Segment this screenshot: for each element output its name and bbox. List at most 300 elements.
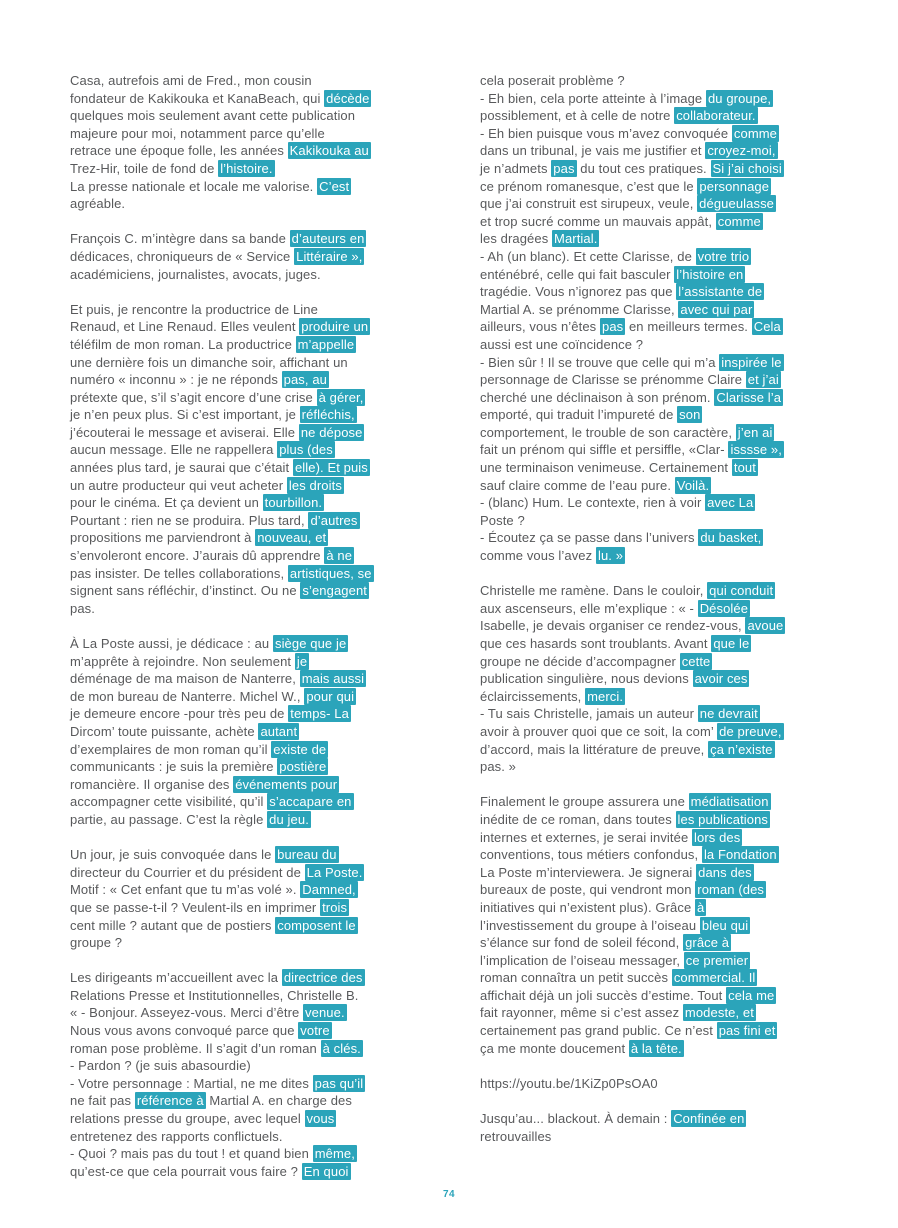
text-segment: les dragées <box>480 231 553 247</box>
highlighted-text: roman (des <box>697 882 765 898</box>
highlighted-text: j’en ai <box>737 424 773 440</box>
paragraph <box>480 72 832 565</box>
highlighted-text: même, <box>314 1146 355 1162</box>
text-line <box>70 899 412 917</box>
highlighted-text: cette <box>681 653 711 669</box>
text-segment: une dernière fois un dimanche soir, affichant un <box>70 354 348 370</box>
text-line <box>480 864 832 882</box>
text-line <box>480 758 832 776</box>
text-line <box>70 881 412 899</box>
text-line <box>70 776 412 794</box>
paragraph <box>70 635 412 829</box>
text-segment: - Pardon ? (je suis abasourdie) <box>70 1058 251 1074</box>
text-segment: l’investissement du groupe à l’oiseau <box>480 917 700 933</box>
highlighted-text: lors des <box>694 829 741 845</box>
highlighted-text: avec qui par <box>680 301 753 317</box>
highlighted-text: la Fondation <box>703 847 777 863</box>
highlighted-text: elle). Et puis <box>294 460 368 476</box>
highlighted-text: pas, au <box>283 372 327 388</box>
text-segment: Nous vous avons convoqué parce que <box>70 1023 299 1039</box>
text-line <box>70 142 412 160</box>
text-segment: retrace une époque folle, les années <box>70 143 288 159</box>
highlighted-text: inspirée le <box>721 354 782 370</box>
highlighted-text: du groupe, <box>707 90 772 106</box>
text-line <box>70 1040 412 1058</box>
text-segment: l’implication de l’oiseau messager, <box>480 952 684 968</box>
paragraph <box>480 582 832 776</box>
text-segment: - Votre personnage : Martial, ne me dites <box>70 1075 313 1091</box>
highlighted-text: mais aussi <box>301 671 365 687</box>
text-line <box>70 195 412 213</box>
text-line <box>70 670 412 688</box>
text-segment: que j’ai construit est sirupeux, veule, <box>480 196 698 212</box>
paragraph <box>70 846 412 952</box>
text-segment: romancière. Il organise des <box>70 776 234 792</box>
highlighted-text: Kakikouka au <box>289 143 369 159</box>
text-line <box>70 90 412 108</box>
text-line <box>480 142 832 160</box>
text-segment: Jusqu’au... blackout. À demain : <box>480 1111 672 1127</box>
text-segment: ne fait pas <box>70 1093 135 1109</box>
text-line <box>70 248 412 266</box>
text-segment: Relations Presse et Institutionnelles, Christelle B. <box>70 987 359 1003</box>
column-right <box>480 72 832 1180</box>
text-line <box>70 688 412 706</box>
text-segment: académiciens, journalistes, avocats, juges. <box>70 266 321 282</box>
highlighted-text: avoue <box>747 618 784 634</box>
text-line <box>70 318 412 336</box>
text-line <box>480 670 832 688</box>
highlighted-text: En quoi <box>303 1163 349 1179</box>
text-segment: La presse nationale et locale me valorise. <box>70 178 318 194</box>
highlighted-text: décède <box>326 90 370 106</box>
text-line <box>480 829 832 847</box>
text-segment: d’accord, mais la littérature de preuve, <box>480 741 709 757</box>
text-line <box>70 565 412 583</box>
text-line <box>480 178 832 196</box>
text-line <box>480 600 832 618</box>
text-segment: cherché une déclinaison à son prénom. <box>480 389 715 405</box>
highlighted-text: C’est <box>319 178 350 194</box>
text-segment: d’exemplaires de mon roman qu’il <box>70 741 272 757</box>
text-line <box>480 459 832 477</box>
text-segment: roman connaîtra un petit succès <box>480 970 672 986</box>
text-segment: Christelle me ramène. Dans le couloir, <box>480 583 708 599</box>
text-segment: déménage de ma maison de Nanterre, <box>70 671 300 687</box>
highlighted-text: à gérer, <box>318 389 364 405</box>
text-line <box>70 741 412 759</box>
text-segment: À La Poste aussi, je dédicace : au <box>70 636 273 651</box>
highlighted-text: artistiques, se <box>289 565 372 581</box>
text-segment: emporté, qui traduit l’impureté de <box>480 407 678 423</box>
text-line <box>480 336 832 354</box>
text-line <box>70 125 412 143</box>
text-line <box>70 1057 412 1075</box>
highlighted-text: autant <box>260 723 298 739</box>
text-line <box>70 107 412 125</box>
text-line <box>70 1128 412 1146</box>
text-line <box>70 705 412 723</box>
text-segment: pas. » <box>480 759 517 775</box>
text-segment: retrouvailles <box>480 1128 552 1144</box>
text-segment: pas insister. De telles collaborations, <box>70 565 288 581</box>
text-line <box>70 723 412 741</box>
text-line <box>480 547 832 565</box>
text-segment: Les dirigeants m’accueillent avec la <box>70 970 282 986</box>
paragraph <box>70 969 412 1180</box>
text-segment: m’apprête à rejoindre. Non seulement <box>70 653 295 669</box>
text-segment: prétexte que, s’il s’agit encore d’une crise <box>70 389 317 405</box>
text-line <box>70 811 412 829</box>
text-segment: directeur du Courrier et du président de <box>70 864 305 880</box>
text-segment: Trez-Hir, toile de fond de <box>70 160 219 176</box>
text-line <box>70 72 412 90</box>
text-segment: fait rayonner, même si c’est assez <box>480 1005 683 1021</box>
text-segment: ça me monte doucement <box>480 1040 629 1056</box>
highlighted-text: composent le <box>277 917 356 933</box>
text-line <box>480 283 832 301</box>
text-line <box>70 512 412 530</box>
text-line <box>480 969 832 987</box>
text-segment: - Eh bien puisque vous m’avez convoquée <box>480 125 732 141</box>
highlighted-text: Si j’ai choisi <box>712 160 782 176</box>
highlighted-text: nouveau, et <box>257 530 327 546</box>
text-segment: cela poserait problème ? <box>480 73 625 88</box>
text-line <box>70 846 412 864</box>
text-line <box>480 881 832 899</box>
text-segment: François C. m’intègre dans sa bande <box>70 231 290 247</box>
text-segment: s’élance sur fond de soleil fécond, <box>480 935 684 951</box>
text-segment: - Eh bien, cela porte atteinte à l’image <box>480 90 706 106</box>
highlighted-text: ça n’existe <box>710 741 773 757</box>
text-line <box>480 1022 832 1040</box>
text-segment: ailleurs, vous n’êtes <box>480 319 600 335</box>
text-line <box>70 600 412 618</box>
highlighted-text: siège que je <box>274 636 347 651</box>
highlighted-text: événements pour <box>235 776 338 792</box>
text-segment: sauf claire comme de l’eau pure. <box>480 477 675 493</box>
text-line <box>480 354 832 372</box>
highlighted-text: commercial. Il <box>673 970 756 986</box>
text-segment: je demeure encore -pour très peu de <box>70 706 289 722</box>
text-segment: partie, au passage. C’est la règle <box>70 811 268 827</box>
text-segment: éclaircissements, <box>480 688 586 704</box>
text-line <box>70 371 412 389</box>
highlighted-text: ne dépose <box>300 424 363 440</box>
highlighted-text: son <box>679 407 701 423</box>
text-line <box>70 864 412 882</box>
text-line <box>480 424 832 442</box>
text-segment: Pourtant : rien ne se produira. Plus tard, <box>70 512 309 528</box>
text-segment: dédicaces, chroniqueurs de « Service <box>70 248 295 264</box>
text-line <box>480 477 832 495</box>
text-line <box>70 758 412 776</box>
highlighted-text: Martial. <box>554 231 598 247</box>
text-segment: Isabelle, je devais organiser ce rendez-vous, <box>480 618 746 634</box>
text-segment: internes et externes, je serai invitée <box>480 829 693 845</box>
highlighted-text: cela me <box>728 987 775 1003</box>
text-line <box>70 477 412 495</box>
text-line <box>70 547 412 565</box>
highlighted-text: avoir ces <box>694 671 748 687</box>
text-segment: Martial A. se prénomme Clarisse, <box>480 301 679 317</box>
text-line <box>480 635 832 653</box>
text-line <box>70 987 412 1005</box>
text-line <box>70 635 412 653</box>
highlighted-text: qui conduit <box>709 583 774 599</box>
text-line <box>480 653 832 671</box>
highlighted-text: pour qui <box>306 688 355 704</box>
text-segment: publication singulière, nous devions <box>480 671 693 687</box>
highlighted-text: et j’ai <box>747 372 779 388</box>
text-segment: de mon bureau de Nanterre. Michel W., <box>70 688 305 704</box>
highlighted-text: référence à <box>136 1093 204 1109</box>
text-segment: accompagner cette visibilité, qu’il <box>70 794 268 810</box>
highlighted-text: tourbillon. <box>264 495 323 511</box>
text-segment: groupe ? <box>70 935 123 951</box>
highlighted-text: Cela <box>753 319 781 335</box>
text-line <box>70 266 412 284</box>
highlighted-text: ne devrait <box>699 706 758 722</box>
highlighted-text: collaborateur. <box>676 108 756 124</box>
highlighted-text: vous <box>306 1111 335 1127</box>
text-line <box>70 389 412 407</box>
text-segment: - Bien sûr ! Il se trouve que celle qui m’a <box>480 354 720 370</box>
text-segment: pas. <box>70 600 95 616</box>
highlighted-text: s’accapare en <box>269 794 352 810</box>
text-segment: affichait déjà un joli succès d’estime. Tout <box>480 987 727 1003</box>
text-line <box>70 1145 412 1163</box>
highlighted-text: bleu qui <box>701 917 749 933</box>
text-segment: tragédie. Vous n’ignorez pas que <box>480 284 677 300</box>
text-segment: aussi est une coïncidence ? <box>480 336 644 352</box>
text-segment: Un jour, je suis convoquée dans le <box>70 847 276 863</box>
text-segment: roman pose problème. Il s’agit d’un roman <box>70 1040 321 1056</box>
text-segment: Martial A. en charge des <box>205 1093 352 1109</box>
text-segment: communicants : je suis la première <box>70 759 278 775</box>
text-segment: relations presse du groupe, avec lequel <box>70 1111 305 1127</box>
text-segment: téléfilm de mon roman. La productrice <box>70 336 296 352</box>
text-line <box>480 741 832 759</box>
text-line <box>70 1092 412 1110</box>
text-line <box>480 617 832 635</box>
text-segment: Et puis, je rencontre la productrice de Line <box>70 301 318 317</box>
highlighted-text: bureau du <box>277 847 337 863</box>
text-line <box>70 1163 412 1181</box>
text-segment: je n’en peux plus. Si c’est important, je <box>70 407 300 423</box>
paragraph <box>70 301 412 618</box>
highlighted-text: plus (des <box>279 442 333 458</box>
highlighted-text: du basket, <box>700 530 762 546</box>
text-line <box>480 160 832 178</box>
highlighted-text: je <box>296 653 308 669</box>
text-segment: que se passe-t-il ? Veulent-ils en imprimer <box>70 899 321 915</box>
text-segment: dans un tribunal, je vais me justifier et <box>480 143 706 159</box>
column-left <box>70 72 412 1180</box>
text-line <box>480 90 832 108</box>
text-line <box>480 793 832 811</box>
text-segment: je n’admets <box>480 160 552 176</box>
text-line <box>480 371 832 389</box>
text-segment: et trop sucré comme un mauvais appât, <box>480 213 716 229</box>
text-line <box>70 1110 412 1128</box>
highlighted-text: personnage <box>699 178 770 194</box>
text-segment: quelques mois seulement avant cette publication <box>70 108 356 124</box>
text-line <box>70 1004 412 1022</box>
highlighted-text: pas <box>601 319 624 335</box>
paragraph <box>480 793 832 1057</box>
text-line <box>70 354 412 372</box>
highlighted-text: postière <box>279 759 327 775</box>
text-line <box>480 301 832 319</box>
text-line <box>70 459 412 477</box>
text-segment: Motif : « Cet enfant que tu m’as volé ». <box>70 882 301 898</box>
text-line <box>480 441 832 459</box>
highlighted-text: venue. <box>305 1005 345 1021</box>
highlighted-text: trois <box>322 899 348 915</box>
text-segment: Dircom’ toute puissante, achète <box>70 723 259 739</box>
text-segment: conventions, tous métiers confondus, <box>480 847 702 863</box>
highlighted-text: dans des <box>698 864 752 880</box>
highlighted-text: Voilà. <box>676 477 710 493</box>
paragraph <box>70 230 412 283</box>
text-line <box>70 160 412 178</box>
text-segment: ce prénom romanesque, c’est que le <box>480 178 698 194</box>
text-segment: majeure pour moi, notamment parce qu’elle <box>70 125 325 141</box>
highlighted-text: tout <box>733 460 756 476</box>
highlighted-text: avec La <box>707 495 754 511</box>
text-segment: fondateur de Kakikouka et KanaBeach, qui <box>70 90 325 106</box>
highlighted-text: à la tête. <box>630 1040 682 1056</box>
text-line <box>70 1075 412 1093</box>
text-segment: La Poste m’interviewera. Je signerai <box>480 864 697 880</box>
highlighted-text: votre <box>300 1023 330 1039</box>
text-line <box>70 178 412 196</box>
text-line <box>70 230 412 248</box>
highlighted-text: les publications <box>677 811 769 827</box>
highlighted-text: Confinée en <box>673 1111 745 1127</box>
highlighted-text: existe de <box>273 741 327 757</box>
highlighted-text: d’autres <box>310 512 358 528</box>
text-segment: numéro « inconnu » : je ne réponds <box>70 372 282 388</box>
text-segment: « - Bonjour. Asseyez-vous. Merci d’être <box>70 1005 304 1021</box>
text-segment: Finalement le groupe assurera une <box>480 794 689 810</box>
highlighted-text: grâce à <box>685 935 730 951</box>
highlighted-text: merci. <box>587 688 624 704</box>
text-line <box>70 969 412 987</box>
text-segment: avoir à prouver quoi que ce soit, la com’ <box>480 723 718 739</box>
highlighted-text: ce premier <box>685 952 749 968</box>
text-segment: bureaux de poste, qui vendront mon <box>480 882 696 898</box>
text-line <box>480 582 832 600</box>
text-segment: personnage de Clarisse se prénomme Claire <box>480 372 746 388</box>
text-line <box>480 917 832 935</box>
highlighted-text: temps- La <box>290 706 349 722</box>
highlighted-text: les droits <box>288 477 342 493</box>
text-line <box>480 512 832 530</box>
highlighted-text: l’histoire. <box>220 160 273 176</box>
text-segment: Casa, autrefois ami de Fred., mon cousin <box>70 73 312 88</box>
text-segment: en meilleurs termes. <box>625 319 752 335</box>
page-number: 74 <box>442 1189 456 1200</box>
text-line <box>70 301 412 319</box>
highlighted-text: lu. » <box>597 548 624 564</box>
highlighted-text: pas qu’il <box>314 1075 364 1091</box>
highlighted-text: à ne <box>326 548 353 564</box>
text-line <box>480 723 832 741</box>
text-segment: pour le cinéma. Et ça devient un <box>70 495 263 511</box>
text-segment: agréable. <box>70 196 126 212</box>
highlighted-text: comme <box>733 125 778 141</box>
text-segment: https://youtu.be/1KiZp0PsOA0 <box>480 1075 658 1091</box>
text-segment: aucun message. Elle ne rappellera <box>70 442 278 458</box>
highlighted-text: modeste, et <box>684 1005 754 1021</box>
paragraph <box>70 72 412 213</box>
text-segment: s’envoleront encore. J’aurais dû apprendre <box>70 548 325 564</box>
highlighted-text: pas <box>553 160 575 176</box>
highlighted-text: Damned, <box>302 882 356 898</box>
text-line <box>480 389 832 407</box>
text-line <box>70 917 412 935</box>
highlighted-text: de preuve, <box>719 723 782 739</box>
text-line <box>480 248 832 266</box>
highlighted-text: pas fini et <box>718 1023 776 1039</box>
text-line <box>480 952 832 970</box>
text-line <box>70 406 412 424</box>
text-line <box>480 1110 832 1128</box>
text-segment: Renaud, et Line Renaud. Elles veulent <box>70 319 300 335</box>
text-segment: initiatives qui n’existent plus). Grâce <box>480 899 695 915</box>
text-line <box>480 72 832 90</box>
text-line <box>70 934 412 952</box>
text-line <box>480 688 832 706</box>
text-line <box>480 529 832 547</box>
text-segment: que ces hasards sont troublants. Avant <box>480 636 712 651</box>
highlighted-text: produire un <box>301 319 369 335</box>
text-segment: - Tu sais Christelle, jamais un auteur <box>480 706 698 722</box>
text-line <box>480 934 832 952</box>
text-line <box>70 494 412 512</box>
text-segment: propositions me parviendront à <box>70 530 256 546</box>
text-segment: groupe ne décide d’accompagner <box>480 653 680 669</box>
highlighted-text: d’auteurs en <box>291 231 365 247</box>
text-segment: cent mille ? autant que de postiers <box>70 917 276 933</box>
text-line <box>480 899 832 917</box>
paragraph <box>480 1110 832 1145</box>
text-segment: enténébré, celle qui fait basculer <box>480 266 675 282</box>
highlighted-text: Littéraire », <box>296 248 363 264</box>
text-segment: fait un prénom qui siffle et persiffle, «Clar- <box>480 442 729 458</box>
text-segment: signent sans réfléchir, d’instinct. Ou ne <box>70 583 301 599</box>
text-line <box>70 424 412 442</box>
highlighted-text: isssse », <box>730 442 782 458</box>
text-segment: - Écoutez ça se passe dans l’univers <box>480 530 699 546</box>
text-segment: aux ascenseurs, elle m’explique : « - <box>480 600 698 616</box>
text-segment: - (blanc) Hum. Le contexte, rien à voir <box>480 495 706 511</box>
highlighted-text: réfléchis, <box>301 407 355 423</box>
text-line <box>480 213 832 231</box>
text-line <box>480 266 832 284</box>
highlighted-text: s’engagent <box>302 583 367 599</box>
text-segment: - Ah (un blanc). Et cette Clarisse, de <box>480 248 696 264</box>
text-line <box>480 1075 832 1093</box>
text-line <box>480 1004 832 1022</box>
text-line <box>480 230 832 248</box>
highlighted-text: directrice des <box>283 970 363 986</box>
text-segment: un autre producteur qui veut acheter <box>70 477 287 493</box>
highlighted-text: Clarisse l’a <box>716 389 782 405</box>
text-line <box>480 705 832 723</box>
